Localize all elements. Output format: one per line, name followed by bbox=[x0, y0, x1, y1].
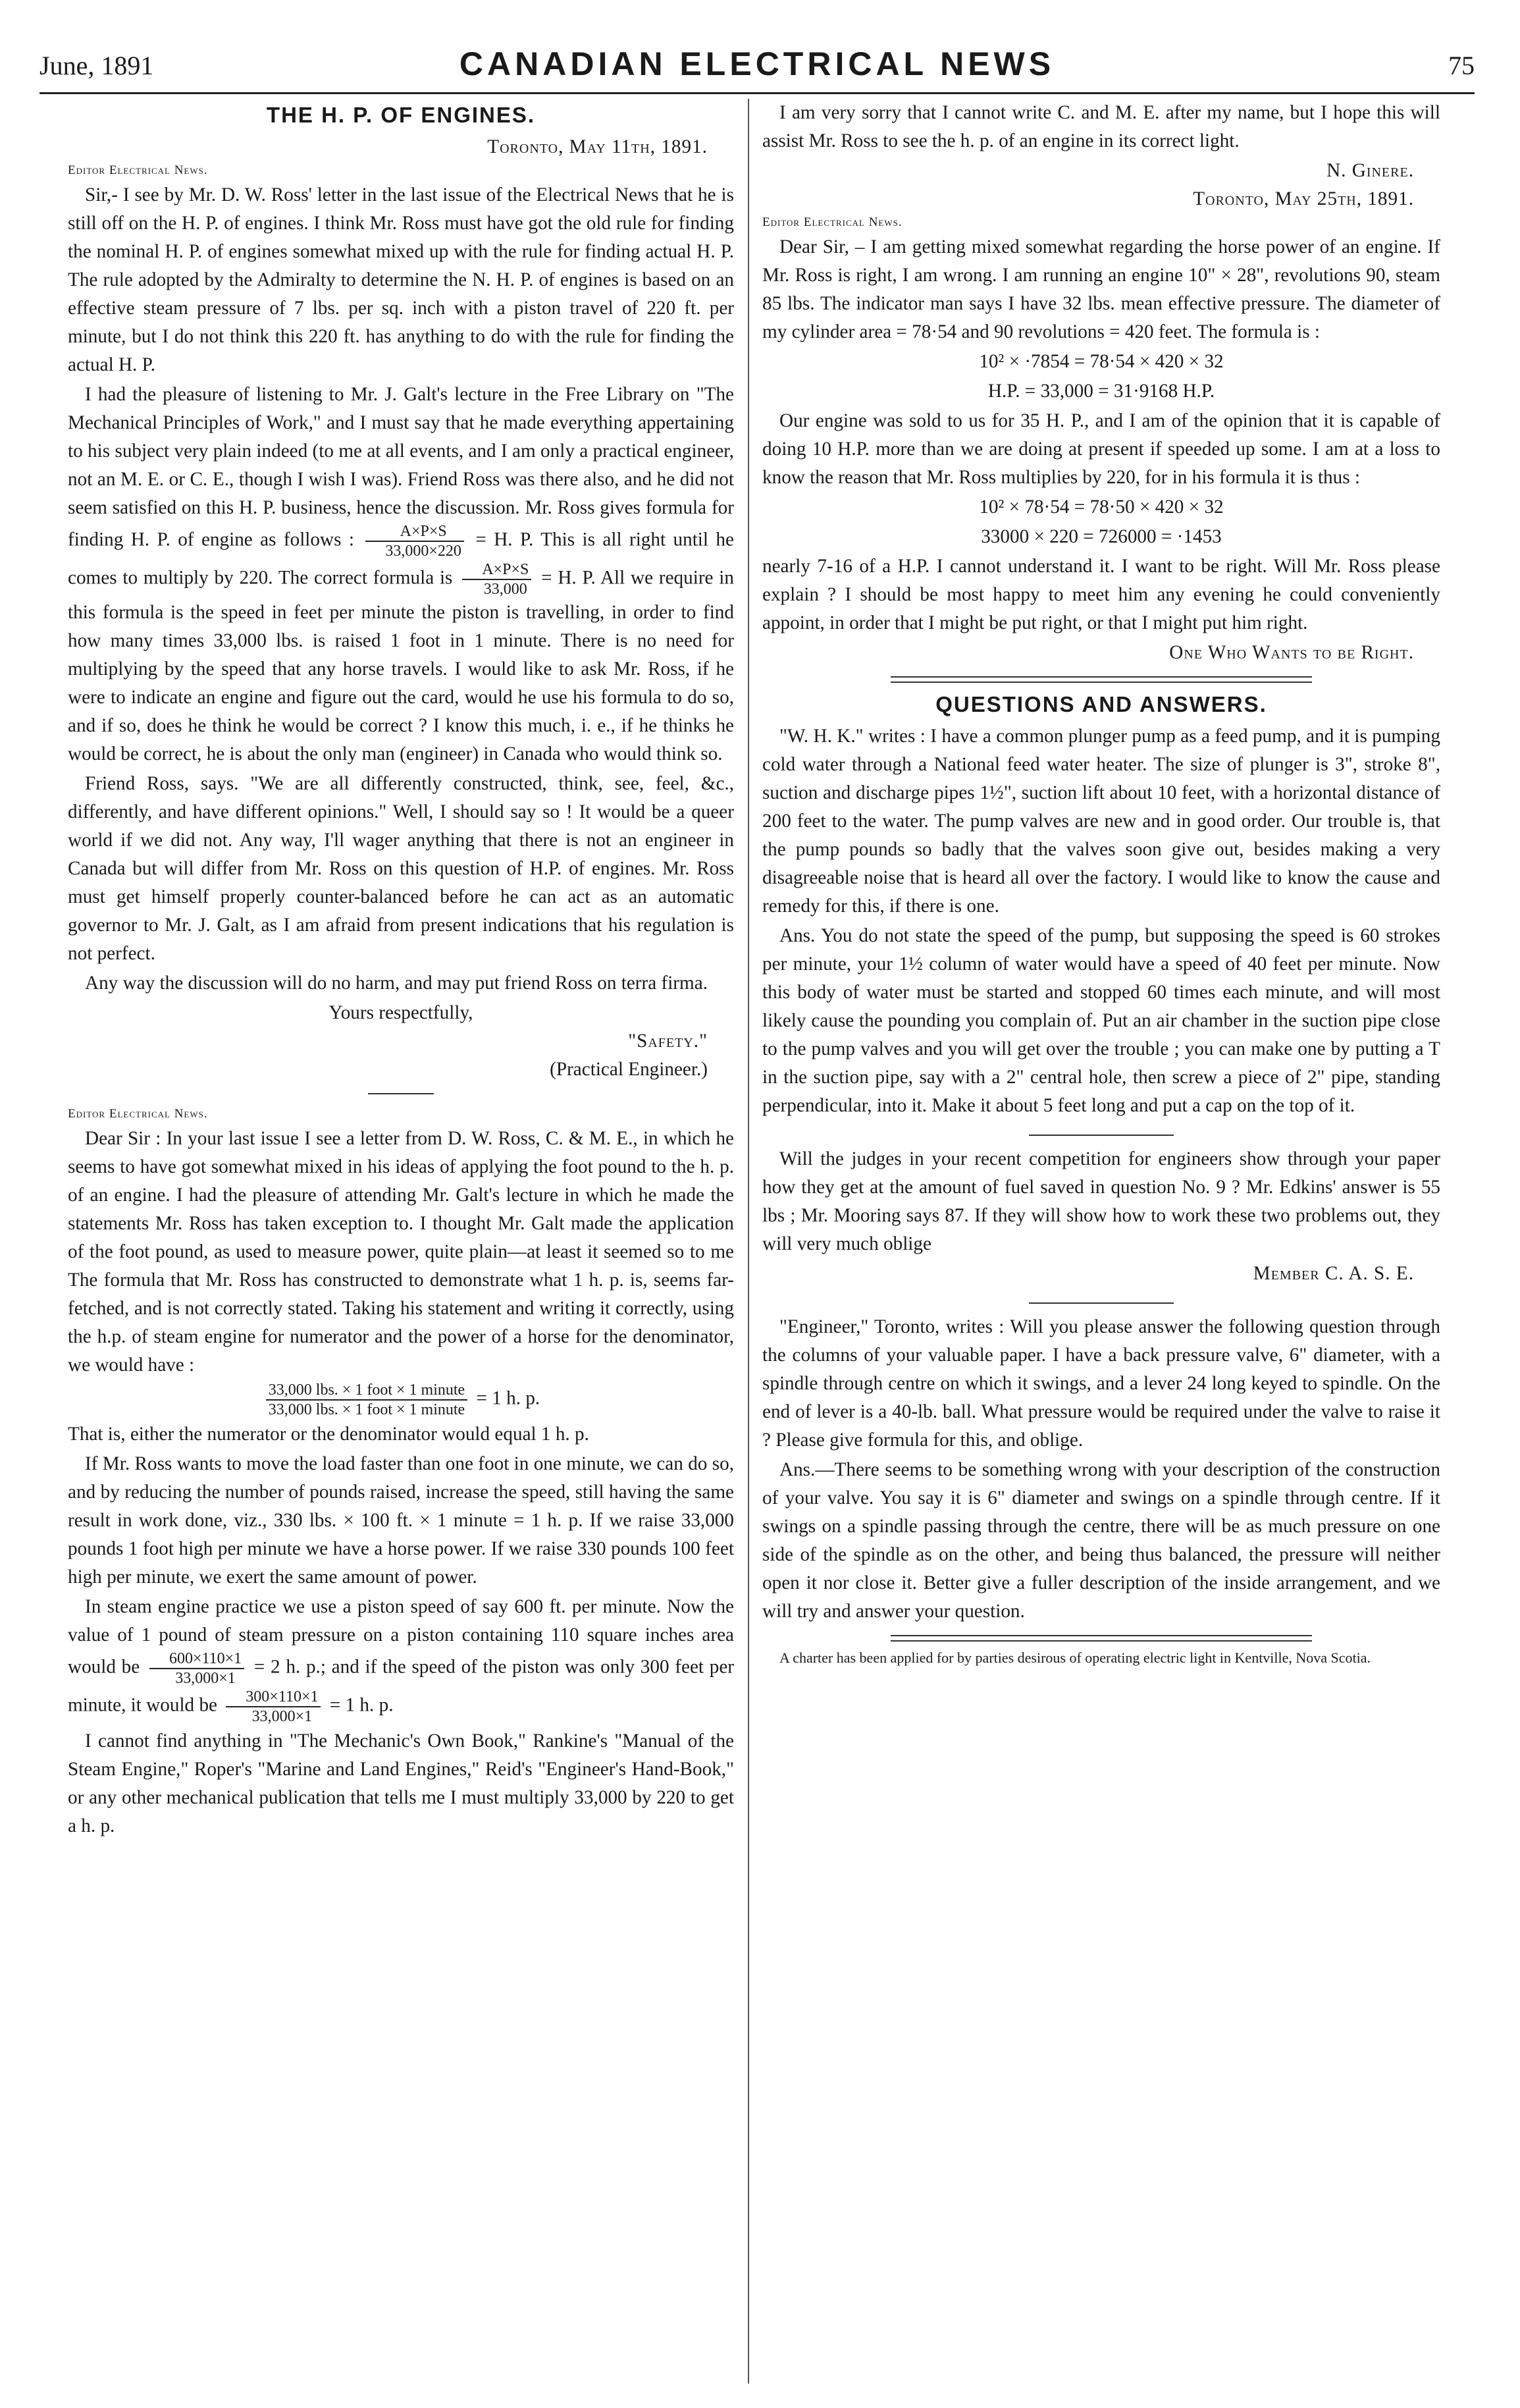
letter-closing: Yours respectfully, bbox=[328, 1002, 473, 1023]
formula-fraction bbox=[226, 1688, 321, 1726]
question-paragraph: "W. H. K." writes : I have a common plunger pump as a feed pump, and it is pumping cold water through a National feed water heater. The size of plunger is 3", stroke 8", suction and discharge pipes 1½", suction lift about 10 feet, with a horizontal distance of 200 feet to the water. The pump valves are new and in good order. Our trouble is, that the pump pounds so badly that the valves soon give out, besides making a very disagreeable noise that is heard all over the factory. I would like to know the cause and remedy for this, if there is one. bbox=[762, 726, 1440, 917]
formula-denominator: 33,000×1 bbox=[251, 1708, 313, 1725]
letter-paragraph: nearly 7-16 of a H.P. I cannot understand it. I want to be right. Will Mr. Ross please explain ? I should be most happy to meet him any evening he could conveniently appoint, in order that I might be put right, or that I might put him right. bbox=[762, 556, 1440, 633]
formula-result: = 1 h. p. bbox=[329, 1694, 394, 1716]
letter-paragraph: Our engine was sold to us for 35 H. P., and I am of the opinion that it is capable of doing 10 H.P. more than we are doing at present if speeded up some. I am at a loss to know the reason that Mr. Ross multiplies by 220, for in his formula it is thus : bbox=[762, 410, 1440, 488]
section-heading: QUESTIONS AND ANSWERS. bbox=[935, 692, 1267, 716]
letter-text: This is all right until he comes to multiply by 220. The correct formula is bbox=[68, 529, 734, 589]
formula-line: H.P. = 33,000 = 31·9168 H.P. bbox=[987, 381, 1215, 402]
right-column bbox=[762, 99, 1440, 2384]
issue-date: June, 1891 bbox=[39, 51, 154, 80]
formula-line: 10² × ·7854 = 78·54 × 420 × 32 bbox=[979, 351, 1224, 372]
question-paragraph: "Engineer," Toronto, writes : Will you please answer the following question through the columns of your valuable paper. I have a back pressure valve, 6" diameter, with a spindle through centre on which it swings, and a lever 24 long keyed to spindle. On the end of lever is a 40-lb. ball. What pressure would be required under the valve to raise it ? Please give formula for this, and oblige. bbox=[762, 1316, 1440, 1451]
formula-denominator: 33,000×1 bbox=[175, 1670, 236, 1687]
formula-block bbox=[68, 1381, 734, 1419]
article-heading: THE H. P. OF ENGINES. bbox=[266, 103, 536, 127]
formula-fraction bbox=[462, 560, 531, 599]
editor-salutation: Editor Electrical News. bbox=[68, 1107, 208, 1121]
section-rule bbox=[1029, 1302, 1174, 1304]
letter-text: All we require in this formula is the speed in feet per minute the piston is travelling, in order to find how many times 33,000 lbs. is raised 1 foot in 1 minute. There is no need for multiplying by the speed that any horse travels. I would like to ask Mr. Ross, if he were to indicate an engine and figure out the card, would he use his formula to do so, and if so, does he think he would be correct ? I know this much, i. e., if he thinks he would be correct, he is about the only man (engineer) in Canada who would think so. bbox=[68, 567, 734, 764]
masthead bbox=[39, 40, 1475, 92]
signature-note: (Practical Engineer.) bbox=[550, 1059, 708, 1080]
letter-paragraph bbox=[68, 381, 734, 768]
page-number: 75 bbox=[1448, 51, 1475, 80]
formula-line: 10² × 78·54 = 78·50 × 420 × 32 bbox=[979, 496, 1224, 518]
letter-text: = 2 h. p.; and if the speed of the piston was only 300 feet per minute, it would be bbox=[68, 1656, 734, 1716]
news-item: A charter has been applied for by parties desirous of operating electric light in Kentville, Nova Scotia. bbox=[779, 1649, 1371, 1666]
letter-paragraph: Friend Ross, says. "We are all differently constructed, think, see, feel, &c., differently, and have different opinions." Well, I should say so ! It would be a queer world if we did not. Any way, I'll wager anything that there is not an engineer in Canada but will differ from Mr. Ross on this question of H.P. of engines. Mr. Ross must get himself properly counter-balanced before he can act as an automatic governor to Mr. J. Galt, as I am afraid from present indications that his regulation is not perfect. bbox=[68, 773, 734, 964]
letter-signature: N. Ginere. bbox=[1326, 160, 1414, 181]
left-column bbox=[68, 99, 734, 2384]
letter-paragraph bbox=[68, 1593, 734, 1726]
section-rule bbox=[368, 1093, 434, 1094]
editor-salutation: Editor Electrical News. bbox=[762, 215, 903, 229]
letter-signature: One Who Wants to be Right. bbox=[1169, 642, 1414, 663]
letter-text: In steam engine practice we use a piston speed of say 600 ft. per minute. Now the value of 1 pound of steam pressure on a piston containing 110 square inches area would be bbox=[68, 1596, 734, 1678]
question-paragraph: Will the judges in your recent competition for engineers show through your paper how they get at the amount of fuel saved in question No. 9 ? Mr. Edkins' answer is 55 lbs ; Mr. Mooring says 87. If they will show how to work these two problems out, they will very much oblige bbox=[762, 1148, 1440, 1254]
formula-result: = H. P. bbox=[541, 567, 596, 589]
letter-paragraph: If Mr. Ross wants to move the load faster than one foot in one minute, we can do so, and by reducing the number of pounds raised, increase the speed, still having the same result in work done, viz., 330 lbs. × 100 ft. × 1 minute = 1 h. p. If we raise 33,000 pounds 1 foot high per minute we have a horse power. If we raise 330 pounds 100 feet high per minute, we exert the same amount of power. bbox=[68, 1453, 734, 1588]
answer-paragraph: Ans.—There seems to be something wrong with your description of the construction of your valve. You say it is 6" diameter and swings on a spindle through centre. If it swings on a spindle passing through the centre, there will be as much pressure on one side of the spindle as on the other, and being thus balanced, the pressure will neither open it nor close it. Better give a fuller description of the inside arrangement, and we will try and answer your question. bbox=[762, 1459, 1440, 1622]
answer-paragraph: Ans. You do not state the speed of the pump, but supposing the speed is 60 strokes per minute, your 1½ column of water would have a speed of 40 feet per minute. Now this body of water must be started and stopped 60 times each minute, and will most likely cause the pounding you complain of. Put an air chamber in the suction pipe close to the pump valves and you will get over the trouble ; you can make one by putting a T in the suction pipe, say with a 2" central hole, then screw a piece of 2" pipe, standing perpendicular, into it. Make it about 5 feet long and put a cap on the top of it. bbox=[762, 925, 1440, 1116]
formula-fraction bbox=[266, 1381, 467, 1419]
footnote-rule bbox=[891, 1635, 1312, 1642]
letter-paragraph: That is, either the numerator or the denominator would equal 1 h. p. bbox=[68, 1424, 589, 1445]
formula-numerator: A×P×S bbox=[462, 560, 531, 580]
editor-salutation: Editor Electrical News. bbox=[68, 163, 208, 177]
letter-text: I had the pleasure of listening to Mr. J. Galt's lecture in the Free Library on "The Mechanical Principles of Work," and I must say that he made everything appertaining to his subject very plain indeed (to me at all events, and I am only a practical engineer, not an M. E. or C. E., though I wish I was). Friend Ross was there also, and he did not seem satisfied on this H. P. business, hence the discussion. Mr. Ross gives formula for finding H. P. of engine as follows : bbox=[68, 384, 734, 550]
masthead-rule bbox=[39, 92, 1475, 94]
letter-signature: "Safety." bbox=[628, 1030, 708, 1052]
formula-result: = H. P. bbox=[475, 529, 534, 550]
formula-denominator: 33,000 bbox=[483, 581, 527, 598]
section-rule bbox=[1029, 1135, 1174, 1136]
column-divider bbox=[748, 99, 749, 2384]
publication-title: CANADIAN ELECTRICAL NEWS bbox=[459, 45, 1055, 82]
formula-numerator: 33,000 lbs. × 1 foot × 1 minute bbox=[266, 1381, 467, 1401]
formula-numerator: A×P×S bbox=[365, 522, 464, 542]
formula-denominator: 33,000 lbs. × 1 foot × 1 minute bbox=[268, 1401, 465, 1418]
question-signature: Member C. A. S. E. bbox=[1253, 1263, 1414, 1284]
formula-line: 33000 × 220 = 726000 = ·1453 bbox=[981, 526, 1222, 547]
formula-fraction bbox=[365, 522, 464, 560]
letter-paragraph: I cannot find anything in "The Mechanic's Own Book," Rankine's "Manual of the Steam Engine," Roper's "Marine and Land Engines," Reid's "Engineer's Hand-Book," or any other mechanical publication that tells me I must multiply 33,000 by 220 to get a h. p. bbox=[68, 1730, 734, 1836]
formula-denominator: 33,000×220 bbox=[385, 543, 461, 560]
letter-paragraph: Dear Sir, – I am getting mixed somewhat regarding the horse power of an engine. If Mr. Ross is right, I am wrong. I am running an engine 10" × 28", revolutions 90, steam 85 lbs. The indicator man says I have 32 lbs. mean effective pressure. The diameter of my cylinder area = 78·54 and 90 revolutions = 420 feet. The formula is : bbox=[762, 236, 1440, 342]
section-double-rule bbox=[891, 676, 1312, 683]
formula-numerator: 300×110×1 bbox=[226, 1688, 321, 1707]
formula-fraction bbox=[149, 1649, 244, 1688]
letter-paragraph: Sir,- I see by Mr. D. W. Ross' letter in the last issue of the Electrical News that he is still off on the H. P. of engines. I think Mr. Ross must have got the old rule for finding the nominal H. P. of engines somewhat mixed up with the rule for finding actual H. P. The rule adopted by the Admiralty to determine the N. H. P. of engines is based on an effective steam pressure of 7 lbs. per sq. inch with a piston travel of 220 ft. per minute, but I do not think this 220 ft. has anything to do with the rule for finding the actual H. P. bbox=[68, 184, 734, 375]
formula-numerator: 600×110×1 bbox=[149, 1649, 244, 1669]
letter-paragraph: Any way the discussion will do no harm, and may put friend Ross on terra firma. bbox=[85, 973, 708, 994]
letter-paragraph: Dear Sir : In your last issue I see a letter from D. W. Ross, C. & M. E., in which he seems to have got somewhat mixed in his ideas of applying the foot pound to the h. p. of an engine. I had the pleasure of attending Mr. Galt's lecture in which he made the statements Mr. Ross has taken exception to. I thought Mr. Galt made the application of the foot pound, as used to measure power, quite plain—at least it seemed so to me The formula that Mr. Ross has constructed to demonstrate what 1 h. p. is, seems far-fetched, and is not correctly stated. Taking his statement and writing it correctly, using the h.p. of steam engine for numerator and the power of a horse for the denominator, we would have : bbox=[68, 1128, 734, 1376]
letter-dateline: Toronto, May 25th, 1891. bbox=[1193, 188, 1414, 209]
letter-dateline: Toronto, May 11th, 1891. bbox=[487, 136, 708, 157]
formula-result: = 1 h. p. bbox=[476, 1387, 540, 1409]
letter-paragraph: I am very sorry that I cannot write C. and M. E. after my name, but I hope this will assist Mr. Ross to see the h. p. of an engine in its correct light. bbox=[762, 102, 1440, 151]
